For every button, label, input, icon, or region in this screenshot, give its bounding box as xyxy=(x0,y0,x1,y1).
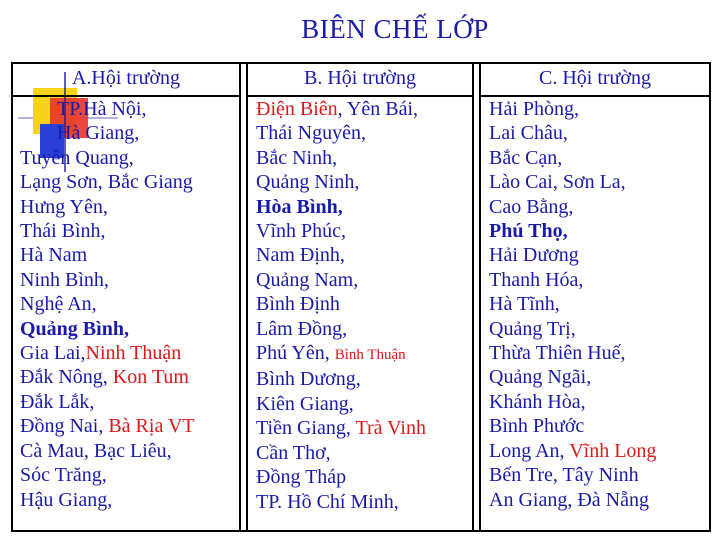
list-item: Cà Mau, Bạc Liêu, xyxy=(20,439,172,462)
list-item: Quảng Ninh, xyxy=(256,171,360,194)
list-item: Hậu Giang, xyxy=(20,488,113,511)
list-item: Đồng Tháp xyxy=(256,466,347,489)
list-item-part: , Yên Bái, xyxy=(337,98,419,120)
list-item: TP. Hồ Chí Minh, xyxy=(256,490,399,513)
list-item-part: Đồng Nai, xyxy=(20,415,109,438)
list-item: Hưng Yên, xyxy=(20,195,108,218)
list-item-highlight: Kon Tum xyxy=(112,366,189,389)
column-a-header: A.Hội trường xyxy=(13,62,239,97)
column-a xyxy=(11,62,241,532)
list-item: Quảng Ngãi, xyxy=(489,366,592,389)
list-item xyxy=(248,416,472,440)
list-item-highlight: Bà Rịa VT xyxy=(108,415,195,438)
list-item-highlight: Trà Vinh xyxy=(355,417,426,440)
list-item: Lai Châu, xyxy=(489,122,568,145)
list-item: Tuyên Quang, xyxy=(20,146,134,169)
list-item-part: Tiền Giang, xyxy=(256,417,356,440)
list-item: Kiên Giang, xyxy=(256,392,354,415)
list-item: Thái Nguyên, xyxy=(256,122,366,145)
column-b-header: B. Hội trường xyxy=(248,62,472,97)
list-item: Thanh Hóa, xyxy=(489,268,584,291)
list-item xyxy=(481,439,709,463)
list-item xyxy=(13,414,239,438)
list-item: Quảng Bình, xyxy=(20,317,129,340)
list-item: Thừa Thiên Huế, xyxy=(489,342,626,365)
list-item: Bình Định xyxy=(256,293,340,316)
list-item-part: Long An, xyxy=(489,439,570,462)
list-item: Bình Dương, xyxy=(256,368,361,391)
list-item: Lâm Đồng, xyxy=(256,317,348,340)
list-item-highlight: Ninh Thuận xyxy=(85,342,182,365)
page-title: BIÊN CHẾ LỚP xyxy=(301,14,489,44)
list-item: An Giang, Đà Nẵng xyxy=(489,488,649,511)
list-item: Hà Giang, xyxy=(57,122,140,145)
list-item: Cao Bằng, xyxy=(489,195,574,218)
list-item: Lạng Sơn, Bắc Giang xyxy=(20,171,193,194)
list-item: Bình Phước xyxy=(489,415,585,438)
list-item xyxy=(13,341,239,365)
list-item: Bắc Cạn, xyxy=(489,146,563,169)
column-a-list xyxy=(13,97,239,512)
list-item: Đắk Lắk, xyxy=(20,390,95,413)
list-item-highlight: Bình Thuận xyxy=(334,347,406,364)
list-item: Quảng Trị, xyxy=(489,317,576,340)
list-item: Hòa Bình, xyxy=(256,195,343,218)
list-item: Vĩnh Phúc, xyxy=(256,220,346,243)
list-item: Khánh Hòa, xyxy=(489,390,586,413)
list-item: Cần Thơ, xyxy=(256,441,331,464)
list-item: Ninh Bình, xyxy=(20,268,109,291)
list-item: Nghệ An, xyxy=(20,293,97,316)
column-c xyxy=(479,62,711,532)
list-item: Sóc Trăng, xyxy=(20,464,107,487)
list-item: Hải Dương xyxy=(489,244,579,267)
list-item xyxy=(248,97,472,121)
list-item: Hà Tĩnh, xyxy=(489,293,560,316)
list-item: TP.Hà Nội, xyxy=(57,98,147,120)
list-item-part: Đắk Nông, xyxy=(20,366,113,389)
list-item: Lào Cai, Sơn La, xyxy=(489,171,626,194)
list-item: Bến Tre, Tây Ninh xyxy=(489,464,639,487)
list-item: Thái Bình, xyxy=(20,220,106,243)
list-item-part: Phú Yên, xyxy=(256,342,335,365)
list-item: Hải Phòng, xyxy=(489,98,579,120)
column-b-list xyxy=(248,97,472,514)
list-item xyxy=(13,365,239,389)
column-b xyxy=(246,62,474,532)
list-item: Bắc Ninh, xyxy=(256,146,338,169)
list-item: Phú Thọ, xyxy=(489,220,568,243)
list-item: Hà Nam xyxy=(20,244,88,267)
column-c-header: C. Hội trường xyxy=(481,62,709,97)
list-item: Nam Định, xyxy=(256,244,345,267)
list-item-highlight: Vĩnh Long xyxy=(569,439,657,462)
list-item-part: Gia Lai, xyxy=(20,342,86,365)
list-item xyxy=(248,341,472,367)
list-item: Quảng Nam, xyxy=(256,268,359,291)
list-item-highlight: Điện Biên xyxy=(256,98,338,120)
column-c-list xyxy=(481,97,709,512)
